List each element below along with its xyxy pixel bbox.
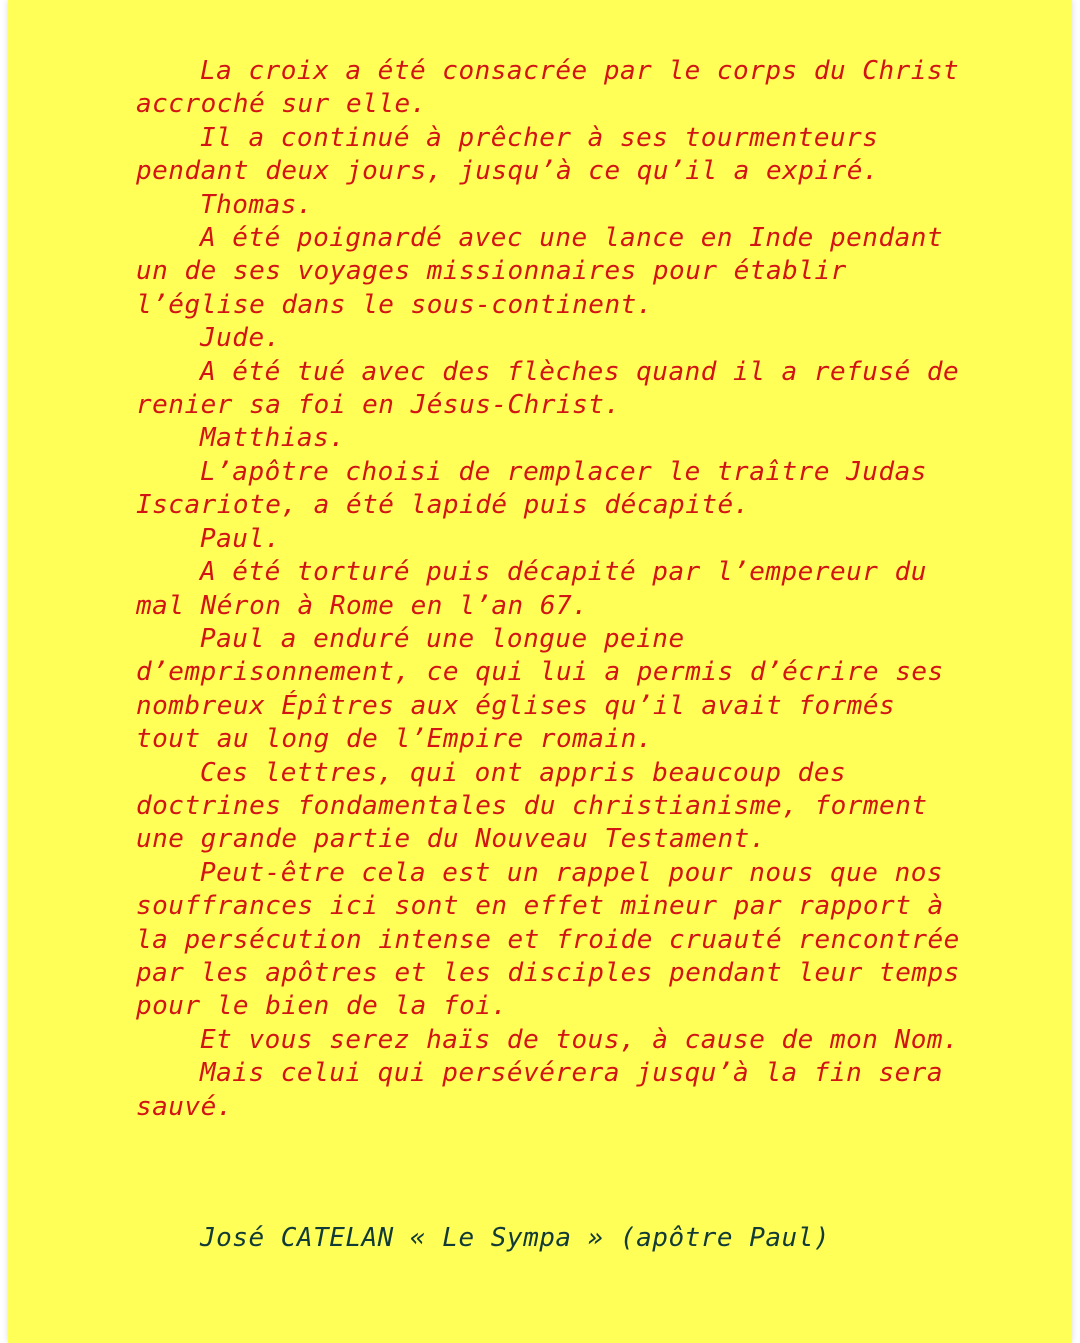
paragraph: Peut-être cela est un rappel pour nous que nos souffrances ici sont en effet mineur par rapport à la persécution intense et froide cruauté rencontrée par les apôtres et les disciples pendant leur temps pour le bien de la foi. xyxy=(136,857,960,1022)
paragraph: Matthias. xyxy=(200,423,346,454)
paragraph: Jude. xyxy=(200,323,281,354)
author-signature: José CATELAN « Le Sympa » (apôtre Paul) xyxy=(200,1223,830,1253)
paragraph: Il a continué à prêcher à ses tourmenteurs pendant deux jours, jusqu’à ce qu’il a expiré. xyxy=(136,122,880,187)
paragraph: Paul a enduré une longue peine d’emprisonnement, ce qui lui a permis d’écrire ses nombreux Épîtres aux églises qu’il avait formés tout au long de l’Empire romain. xyxy=(136,623,944,755)
paragraph: L’apôtre choisi de remplacer le traître Judas Iscariote, a été lapidé puis décapité. xyxy=(136,456,927,521)
paragraph: A été tué avec des flèches quand il a refusé de renier sa foi en Jésus-Christ. xyxy=(136,356,960,421)
document-page xyxy=(8,0,1072,1343)
document-body xyxy=(136,55,966,1124)
paragraph: La croix a été consacrée par le corps du Christ accroché sur elle. xyxy=(136,56,960,120)
paragraph: A été poignardé avec une lance en Inde pendant un de ses voyages missionnaires pour établir l’église dans le sous-continent. xyxy=(136,223,944,320)
paragraph: Thomas. xyxy=(200,189,314,220)
paragraph: Ces lettres, qui ont appris beaucoup des doctrines fondamentales du christianisme, forment une grande partie du Nouveau Testament. xyxy=(136,757,928,855)
paragraph: A été torturé puis décapité par l’empereur du mal Néron à Rome en l’an 67. xyxy=(136,557,927,621)
paragraph: Paul. xyxy=(200,523,281,554)
paragraph: Mais celui qui persévérera jusqu’à la fin sera sauvé. xyxy=(136,1058,944,1122)
paragraph: Et vous serez haïs de tous, à cause de mon Nom. xyxy=(200,1024,960,1055)
